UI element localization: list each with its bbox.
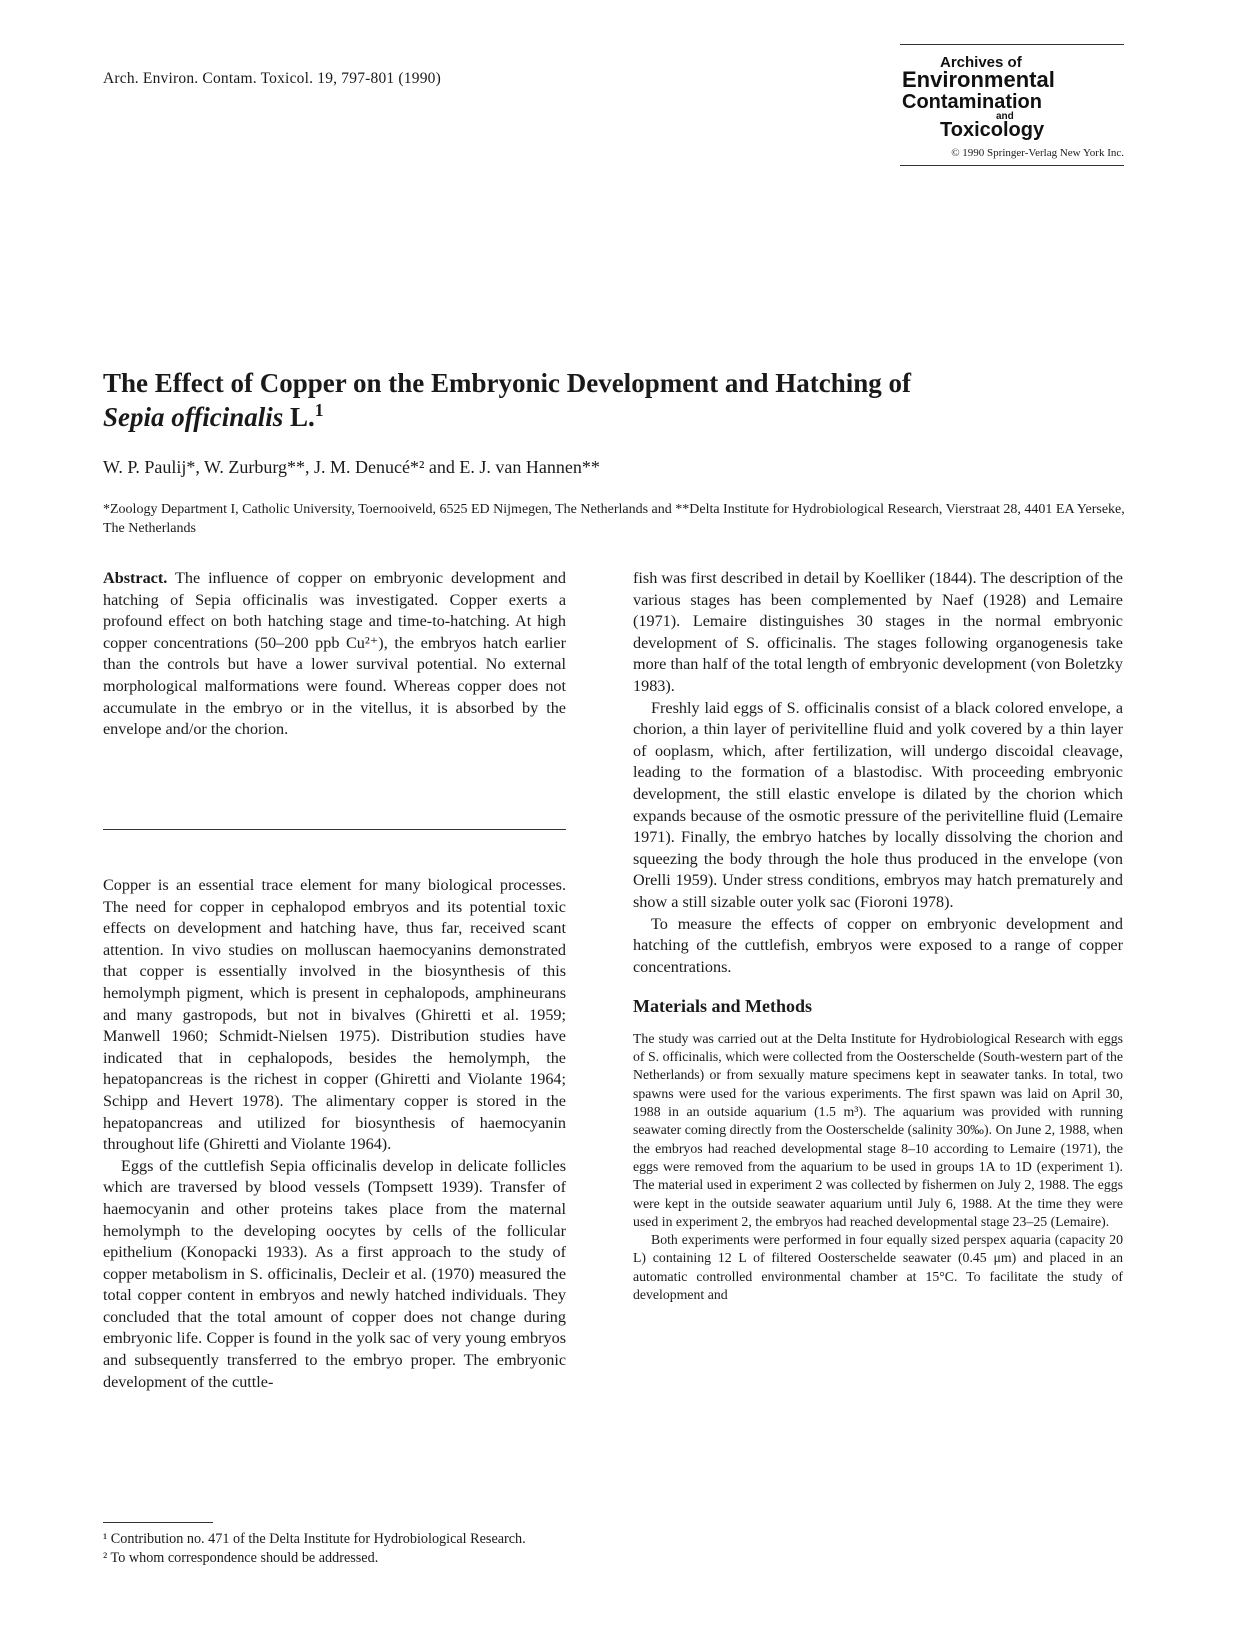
methods-paragraph-2: Both experiments were performed in four equally sized perspex aquaria (capacity 20 L) containing 12 L of filtered Oosterschelde seawater (0.45 μm) and placed in an automatic controlled environmental chamber at 15°C. To facilitate the study of development and [633,1232,1123,1303]
right-paragraph-2: Freshly laid eggs of S. officinalis consist of a black colored envelope, a chorion, a thin layer of perivitelline fluid and yolk covered by a thin layer of ooplasm, which, after fertilization, will undergo discoidal cleavage, leading to the formation of a blastodisc. With proceeding embryonic development, the still elastic envelope is dilated by the chorion which expands because of the osmotic pressure of the perivitelline fluid (Lemaire 1971). Finally, the embryo hatches by locally dissolving the chorion and squeezing the body through the hole thus produced in the envelope (von Orelli 1959). Under stress conditions, embryos may hatch prematurely and show a still sizable outer yolk sac (Fioroni 1978). [633,698,1123,911]
introduction [103,875,566,1393]
abstract [103,568,566,741]
journal-citation: Arch. Environ. Contam. Toxicol. 19, 797-801 (1990) [103,70,441,87]
intro-paragraph-1: Copper is an essential trace element for many biological processes. The need for copper in cephalopod embryos and its potential toxic effects on development and hatching have, thus far, received scant attention. In vivo studies on molluscan haemocyanins demonstrated that copper is essentially involved in the biosynthesis of this hemolymph pigment, which is present in cephalopods, amphineurans and many gastropods, but not in bivalves (Ghiretti et al. 1959; Manwell 1960; Schmidt-Nielsen 1975). Distribution studies have indicated that in cephalopods, besides the hemolymph, the hepatopancreas is the richest in copper (Ghiretti and Violante 1964; Schipp and Hevert 1978). The alimentary copper is stored in the hepatopancreas and utilized for biosynthesis of haemocyanin throughout life (Ghiretti and Violante 1964). [103,876,566,1154]
right-paragraph-3: To measure the effects of copper on embryonic development and hatching of the cuttlefish, embryos were exposed to a range of copper concentrations. [633,914,1123,976]
intro-paragraph-2: Eggs of the cuttlefish Sepia officinalis develop in delicate follicles which are traversed by blood vessels (Tompsett 1939). Transfer of haemocyanin and other proteins takes place from the maternal hemolymph to the developing oocytes by cells of the follicular epithelium (Konopacki 1933). As a first approach to the study of copper metabolism in S. officinalis, Decleir et al. (1970) measured the total copper content in embryos and newly hatched individuals. They concluded that the total amount of copper does not change during embryonic life. Copper is found in the yolk sac of very young embryos and subsequently transferred to the embryo proper. The embryonic development of the cuttle- [103,1156,566,1391]
title-footnote-marker: 1 [314,400,324,420]
right-column [633,568,1123,1304]
footnotes [103,1530,566,1568]
title-main: The Effect of Copper on the Embryonic Development and Hatching of [103,368,911,398]
right-paragraph-1: fish was first described in detail by Koelliker (1844). The description of the various stages has been complemented by Naef (1928) and Lemaire (1971). Lemaire distinguishes 30 stages in the normal embryonic development of S. officinalis. The stages following organogenesis take more than half of the total length of embryonic development (von Boletzky 1983). [633,569,1123,695]
methods-heading: Materials and Methods [633,996,812,1017]
journal-logo [900,44,1124,166]
logo-rule-bottom [900,165,1124,166]
footnote-1: ¹ Contribution no. 471 of the Delta Institute for Hydrobiological Research. [103,1531,526,1547]
affiliations: *Zoology Department I, Catholic University, Toernooiveld, 6525 ED Nijmegen, The Netherlands and **Delta Institute for Hydrobiological Research, Vierstraat 28, 4401 EA Yerseke, The Netherlands [103,502,1125,536]
logo-line-contamination: Contamination [902,91,1042,113]
logo-rule-top [900,44,1124,45]
footnote-2: ² To whom correspondence should be addressed. [103,1550,379,1566]
abstract-label: Abstract. [103,569,168,587]
logo-line-archives: Archives of [940,54,1022,71]
abstract-text: The influence of copper on embryonic development and hatching of Sepia officinalis was investigated. Copper exerts a profound effect on both hatching stage and time-to-hatching. At high copper concentrations (50–200 ppb Cu²⁺), the embryos hatch earlier than the controls but have a lower survival potential. No external morphological malformations were found. Whereas copper does not accumulate in the embryo or in the vitellus, it is absorbed by the envelope and/or the chorion. [103,569,566,739]
abstract-divider [103,829,566,830]
article-title [103,366,1133,434]
logo-line-and: and [996,111,1014,122]
author-list: W. P. Paulij*, W. Zurburg**, J. M. Denucé*² and E. J. van Hannen** [103,457,600,477]
footnote-divider [103,1522,213,1523]
title-species: Sepia officinalis [103,402,284,432]
copyright-line: © 1990 Springer-Verlag New York Inc. [951,147,1124,159]
logo-line-environmental: Environmental [902,67,1055,92]
logo-line-toxicology: Toxicology [940,119,1045,141]
logo-wordmark [900,47,1124,143]
methods-paragraph-1: The study was carried out at the Delta Institute for Hydrobiological Research with eggs of S. officinalis, which were collected from the Oosterschelde (South-western part of the Netherlands) or from sexually mature specimens kept in seawater tanks. In total, two spawns were used for the various experiments. The first spawn was laid on April 30, 1988 in an outside aquarium (1.5 m³). The aquarium was provided with running seawater coming directly from the Oosterschelde (salinity 30‰). On June 2, 1988, when the embryos had reached developmental stage 8–10 according to Lemaire (1971), the eggs were removed from the aquarium to be used in groups 1A to 1D (experiment 1). The material used in experiment 2 was collected by fishermen on July 2, 1988. The eggs were kept in the outside seawater aquarium until July 6, 1988. At the time they were used in experiment 2, the embryos had reached developmental stage 23–25 (Lemaire). [633,1030,1123,1229]
title-suffix: L. [290,402,315,432]
